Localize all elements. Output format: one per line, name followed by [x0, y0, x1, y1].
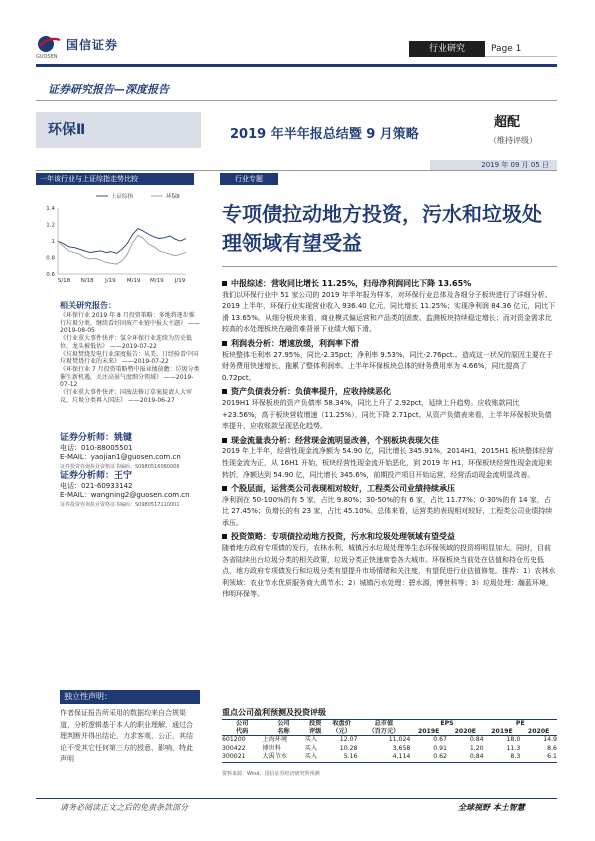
topic-tag: 行业专题	[220, 173, 278, 185]
section-text: 2019 年上半年，经营性现金流净额为 54.90 亿，同比增长 345.91%，2014H1，2015H1 板块整体经营性现金流为正，从 16H1 开始，板块经营性现金流开始恶化，到 2019 年 H1，环保板块经营性现金流迎来转折，净额达到 54.90 亿，同比增长 345.6%，前期投产项目开始运营，经营活动现金流明显改善。	[222, 447, 554, 479]
section-heading: 投资策略：专项债拉动地方投资，污水和垃圾处理领域有望受益	[222, 531, 557, 543]
analyst-email[interactable]: E-MAIL：yaojian1@guosen.com.cn	[60, 453, 181, 461]
analyst-phone: 电话：010-88005501	[60, 443, 133, 452]
divider	[222, 266, 557, 267]
divider	[36, 100, 557, 101]
performance-chart	[36, 188, 194, 288]
table-cell: 1.20	[469, 744, 484, 752]
table-cell: 0.84	[447, 753, 484, 762]
footer-slogan: 全球视野 本土智慧	[458, 803, 525, 812]
footer-rule	[36, 798, 557, 799]
table-cell: 博世科	[262, 744, 281, 752]
report-date: 2019 年 09 月 05 日	[430, 160, 557, 170]
footer-disclaimer: 请务必阅读正文之后的免责条款部分	[60, 803, 188, 812]
section-heading: 个股层面，运营类公司表现相对较好，工程类公司业绩持续承压	[222, 483, 557, 495]
headline: 专项债拉动地方投资，污水和垃圾处理领域有望受益	[222, 202, 542, 255]
table-cell: 大禹节水	[262, 753, 304, 762]
bullet-square-icon	[222, 438, 227, 443]
table-cell: 12.07	[339, 736, 358, 743]
table-cell: 0.91	[433, 744, 447, 752]
x-tick-label: M/19	[149, 278, 164, 284]
x-tick-label: J/19	[105, 278, 116, 284]
section-text: 板块整体毛利率 27.95%，同比-2.35pct；净利率 9.53%，同比-2.76pct.。造成这一状况的原因主要在于财务费用快速增长，拖累了整体利润率。上半年环保板块总体的财务费用率为 4.66%，同比提高了 0.72pct。	[222, 350, 553, 382]
analyst-phone: 电话：021-60933142	[60, 481, 133, 490]
section-heading: 中报综述：营收同比增长 11.25%，归母净利润同比下降 13.65%	[222, 278, 557, 290]
col-header: 2019E	[410, 728, 447, 736]
x-tick-label: S/18	[57, 278, 71, 284]
section-text: 2019H1 环保板块的资产负债率 58.34%，同比上升了 2.92pct，延续上升趋势。应收账款同比+23.56%，高于板块营收增速（11.25%），同比下降 2.71pct。从资产负债表来看，上半年环保板块负债率提升，应收账款呈现恶化趋势。	[222, 398, 552, 431]
table-cell: 5.16	[326, 753, 358, 762]
bullet-square-icon	[222, 281, 227, 286]
chart-title: 一年该行业与上证综指走势比较	[36, 173, 194, 185]
analysts	[60, 434, 210, 510]
table-cell: 6.1	[520, 753, 557, 762]
analyst-email[interactable]: E-MAIL：wangning2@guosen.com.cn	[60, 491, 190, 499]
table-cell: 11,024	[388, 736, 411, 743]
col-header: （元）	[326, 728, 358, 736]
page-number: Page 1	[485, 41, 557, 57]
x-tick-label: N/18	[80, 278, 94, 284]
table-cell: 买入	[305, 753, 326, 762]
table-row	[222, 753, 557, 762]
x-tick-label: J/19	[174, 278, 186, 284]
guosen-logo-icon	[36, 34, 62, 54]
table-row	[222, 736, 557, 745]
table-cell: 上海环境	[262, 736, 288, 743]
section-text: 随着地方政府专项债的发行，农林水利、城镇污水垃圾处理等生态环保领域的投资将明显加大。同时，目前各省陆续出台垃圾分类的相关政策，垃圾分类正快速席卷各大城市。环保板块当前处在估值和持仓历史低点，地方政府专项债发行和垃圾分类有望提升市场情绪和关注度，有望促进行业估值修复。推荐：1）农林水利领域：农业节水优质服务商大禹节水；2）城镇污水处理：碧水源，博世科等；3）垃圾处理：瀚蓝环境，伟明环保等。	[222, 544, 556, 599]
y-tick-label: 1.2	[46, 222, 55, 229]
table-cell: 4,114	[357, 753, 410, 762]
col-header: PE	[484, 720, 557, 728]
col-header: EPS	[410, 720, 483, 728]
col-header: 2019E	[484, 728, 521, 736]
related-item[interactable]: 《行业重大事件快评：国废法修订草案提请人大审议，垃圾分类再入国法》 ——2019-06-27	[60, 389, 193, 404]
y-tick-label: 0.6	[46, 272, 55, 278]
related-item[interactable]: 《环保行业 2019 年 8 月投资策略：多地将逐步推行垃圾分类，继续看好固废产业链中报大主题》 ——2019-08-05	[60, 312, 200, 335]
table-cell: 8.3	[484, 753, 521, 762]
legend-label: 上证综指	[111, 194, 134, 200]
top-rule	[36, 64, 557, 67]
section-heading: 资产负债表分析：负债率提升，应收持续恶化	[222, 386, 557, 398]
table-cell: 买入	[304, 744, 318, 752]
col-header: 投资	[305, 720, 326, 728]
section-heading: 利润表分析：增速放缓，利润率下滑	[222, 338, 557, 350]
sector-name: 环保Ⅱ	[48, 122, 86, 138]
related-title: 相关研究报告：	[60, 301, 116, 310]
related-item[interactable]: 《垃圾焚烧发电行业深度报告：从美、日经验看中国垃圾焚烧行业的未来》 ——2019-07-22	[60, 350, 199, 366]
table-cell: 18.0	[506, 736, 521, 743]
forecast-table	[222, 719, 557, 763]
divider	[36, 170, 557, 171]
analyst-name: 证券分析师：王宁	[60, 471, 133, 481]
report-body	[222, 276, 557, 602]
y-tick-label: 0.8	[46, 255, 55, 262]
table-cell: 300422	[222, 744, 246, 752]
table-cell: 0.62	[410, 753, 447, 762]
col-header: 2020E	[520, 728, 557, 736]
report-type: 证券研究报告—深度报告	[48, 83, 169, 96]
col-header: 代码	[222, 728, 262, 736]
rating: 超配	[494, 115, 521, 130]
bullet-square-icon	[222, 486, 227, 491]
rating-note: （维持评级）	[489, 136, 537, 145]
related-item[interactable]: 《行业重大事件快评：氢全环保行业连续为历史低位，龙头被低估》 ——2019-07-22	[60, 335, 193, 350]
table-cell: 3,658	[392, 744, 411, 752]
analyst-cert: 证券投资咨询执业资格证书编码：S0980516080006	[60, 463, 180, 470]
table-title: 重点公司盈利预测及投资评级	[222, 708, 326, 717]
section-text: 净利润在 50-100%的有 5 家，占比 9.80%；30-50%的有 6 家，占比 11.77%；0-30%的有 14 家，占比 27.45%；负增长的有 23 家，占比 45.10%。总体来看，运营类的表现相对较好，工程类公司业绩持续承压。	[222, 495, 553, 527]
x-tick-label: M/19	[126, 278, 141, 284]
section-text: 我们以环保行业中 51 家公司的 2019 年半年报为样本，对环保行业总体及各细分子板块进行了详细分析。2019 上半年，环保行业实现营业收入 936.40 亿元，同比增长 11.25%；实现净利润 84.36 亿元，同比下滑 13.65%。从细分板块来看，商业模式偏运营和产品类的固废、监测板块持续稳定增长；而对资金需求比较高的水处理板块在融资难背景下业绩大幅下滑。	[222, 290, 556, 334]
table-cell: 8.6	[547, 744, 557, 752]
col-header: 公司	[222, 720, 262, 728]
analyst-cert: 证券投资咨询执业资格证书编码：S0980517110001	[60, 501, 180, 508]
table-cell: 300021	[222, 753, 262, 762]
col-header: 总市值	[357, 720, 410, 728]
col-header: 收盘价	[326, 720, 358, 728]
bullet-square-icon	[222, 534, 227, 539]
y-tick-label: 1.4	[46, 206, 55, 212]
analyst-name: 证券分析师：姚键	[60, 433, 133, 443]
related-list	[60, 312, 200, 404]
report-title: 2019 年半年报总结暨 9 月策略	[230, 127, 419, 142]
table-row	[222, 745, 557, 754]
legend-label: 环保Ⅱ	[166, 194, 180, 200]
table-cell: 买入	[304, 736, 318, 743]
table-cell: 10.28	[339, 744, 358, 752]
table-cell: 14.9	[543, 736, 557, 743]
table-cell: 601200	[222, 736, 246, 743]
table-cell: 0.67	[433, 736, 447, 743]
col-header: 2020E	[447, 728, 484, 736]
bullet-square-icon	[222, 389, 227, 394]
table-source: 资料来源：Wind、国信证券经济研究所预测	[222, 771, 320, 777]
col-header: 评级	[305, 728, 326, 736]
col-header: 公司	[262, 720, 304, 728]
table-cell: 0.84	[469, 736, 484, 743]
section-tag: 行业研究	[409, 41, 485, 57]
col-header: （百万元）	[357, 728, 410, 736]
related-item[interactable]: 《环保行业 7 月投资策略暨中报业绩前瞻：垃圾分类催生新机遇，关注高景气度细分领域》 ——2019-07-12	[60, 365, 200, 389]
section-heading: 现金流量表分析：经营现金流明显改善，个别板块表现欠佳	[222, 435, 557, 447]
col-header: 名称	[262, 728, 304, 736]
independence-text: 作者保证报告所采用的数据均来自合规渠道，分析逻辑基于本人的职业理解，通过合理判断并得出结论，力求客观、公正，其结论不受其它任何第三方的授意、影响，特此声明	[60, 709, 193, 763]
brand-sub: GUOSEN	[36, 54, 58, 60]
y-tick-label: 1	[51, 239, 55, 245]
bullet-square-icon	[222, 341, 227, 346]
table-cell: 11.3	[506, 744, 521, 752]
brand-name: 国信证券	[66, 38, 119, 52]
table-header-row	[222, 720, 557, 728]
independence-title: 独立性声明：	[60, 690, 200, 704]
series-line	[58, 229, 186, 254]
table-header-row	[222, 728, 557, 736]
